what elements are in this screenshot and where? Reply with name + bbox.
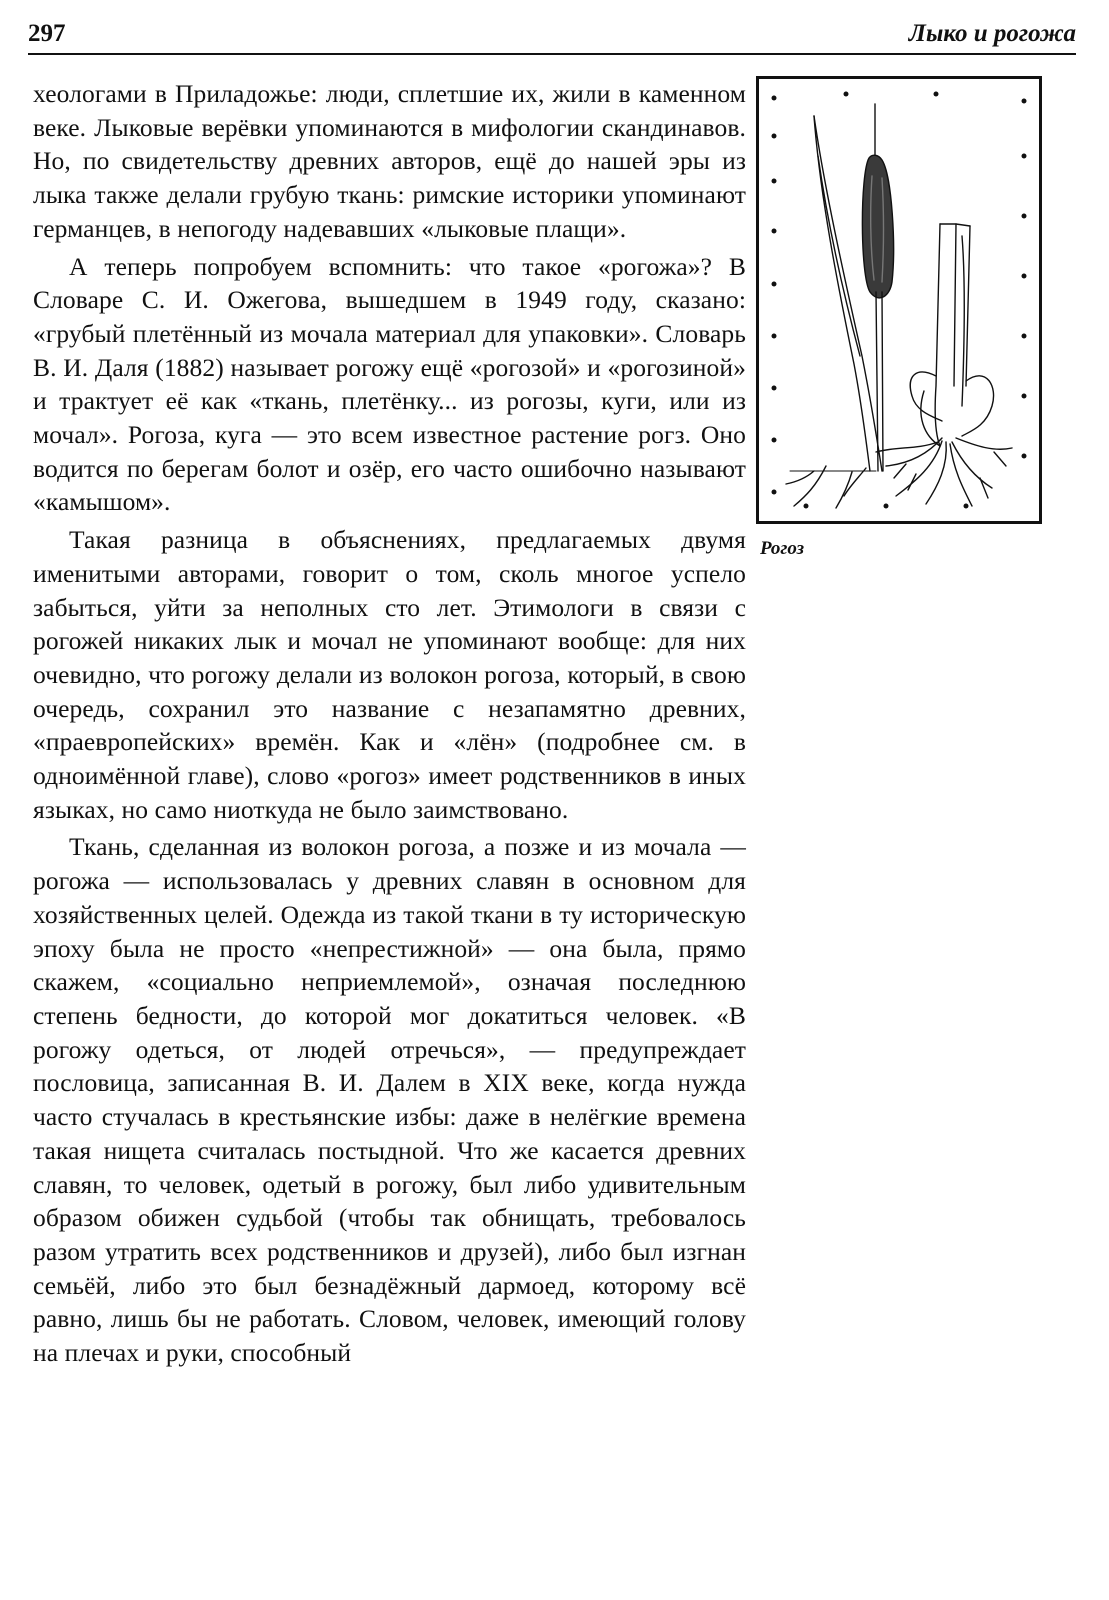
- frame-dot: [884, 504, 889, 509]
- cattail-stem: [876, 292, 878, 471]
- figure-caption: Рогоз: [760, 538, 805, 559]
- paragraph-2: А теперь попробуем вспомнить: что такое «рогожа»? В Словаре С. И. Ожегова, вышедшем в 1949 году, сказано: «грубый плетённый из мочала материал для упаковки». Словарь В. И. Даля (1882) называет рогожу ещё «рогозой» и «рогозиной» и трактует её как «ткань, плетёнку... из рогозы, куги, или из мочал». Рогоза, куга — это всем известное растение рогз. Оно водится по берегам болот и озёр, его часто ошибочно называют «камышом».: [33, 251, 746, 517]
- frame-dot: [772, 229, 777, 234]
- root: [926, 442, 946, 504]
- frame-dot: [1022, 99, 1027, 104]
- frame-dot: [804, 504, 809, 509]
- frame-dot: [1022, 394, 1027, 399]
- frame-dot: [772, 134, 777, 139]
- root-left: [844, 468, 866, 496]
- header-rule: [28, 53, 1076, 55]
- frame-dot: [1022, 334, 1027, 339]
- cattail-plant: [786, 104, 1012, 508]
- cut-stem-mid: [954, 224, 956, 386]
- frame-dot: [844, 92, 849, 97]
- leaf-sheath: [910, 372, 942, 421]
- frame-dot: [772, 334, 777, 339]
- paragraph-1: хеологами в Приладожье: люди, сплетшие их, жили в каменном веке. Лыковые верёвки упоминаются в мифологии скандинавов. Но, по свидетельству древних авторов, ещё до нашей эры из лыка также делали грубую ткань: римские историки упоминают германцев, в непогоду надевавших «лыковые плащи».: [33, 79, 746, 243]
- frame-dot: [772, 96, 777, 101]
- frame-dot: [1022, 454, 1027, 459]
- frame-dot: [772, 282, 777, 287]
- running-title: Лыко и рогожа: [908, 20, 1076, 47]
- frame-dot: [772, 386, 777, 391]
- root-hairs: [894, 452, 1006, 498]
- frame-dot: [772, 490, 777, 495]
- cut-top: [940, 224, 970, 226]
- root: [886, 438, 942, 466]
- cut-stem-left: [935, 224, 940, 446]
- cut-stem-right: [966, 226, 970, 386]
- cattail-illustration: [766, 86, 1032, 514]
- root: [956, 438, 1012, 449]
- frame-dot: [1022, 214, 1027, 219]
- paragraph-3: Такая разница в объяснениях, предлагаемых двумя именитыми авторами, говорит о том, сколь многое успело забыться, уйти за неполных сто лет. Этимологи в связи с рогожей никаких лык и мочал не упоминают вообще: для них очевидно, что рогожу делали из волокон рогоза, который, в свою очередь, сохранил это название с незапамятно древних, «праевропейских» времён. Как и «лён» (подробнее см. в одноимённой главе), слово «рогоз» имеет родственников в иных языках, но само ниоткуда не было заимствовано.: [33, 525, 746, 824]
- page-number: 297: [28, 20, 66, 47]
- figure: [756, 76, 1048, 531]
- frame-dots: [772, 92, 1027, 509]
- cattail-stem-edge: [882, 292, 883, 471]
- frame-dot: [772, 179, 777, 184]
- root: [950, 444, 972, 506]
- frame-dot: [1022, 274, 1027, 279]
- root: [952, 442, 992, 488]
- frame-dot: [964, 504, 969, 509]
- root-left: [786, 466, 852, 508]
- frame-dot: [1022, 154, 1027, 159]
- leaf-vein: [818, 156, 860, 356]
- paragraph-4: Ткань, сделанная из волокон рогоза, а позже и из мочала — рогожа — использовалась у древних славян в основном для хозяйственных целей. Одежда из такой ткани в ту историческую эпоху была не просто «непрестижной» — она была, прямо скажем, «социально неприемлемой», означая последнюю степень бедности, до которой мог докатиться человек. «В рогожу одеться, от людей отречься», — предупреждает пословица, записанная В. И. Далем в XIX веке, когда нужда часто стучалась в крестьянские избы: даже в нелёгкие времена такая нищета считалась постыдной. Что же касается древних славян, то человек, одетый в рогожу, был либо удивительным образом обижен судьбой (чтобы так обнищать, требовалось разом утратить всех родственников и друзей), либо был изгнан семьёй, либо это был безнадёжный дармоед, которому всё равно, лишь бы не работать. Словом, человек, имеющий голову на плечах и руки, способный: [33, 832, 746, 1368]
- page-header: [28, 16, 1076, 52]
- main-text: [33, 77, 746, 1370]
- stem-vein: [962, 236, 964, 406]
- cattail-head: [862, 155, 893, 298]
- leaf-sheath: [962, 376, 994, 436]
- frame-dot: [934, 92, 939, 97]
- frame-dot: [772, 438, 777, 443]
